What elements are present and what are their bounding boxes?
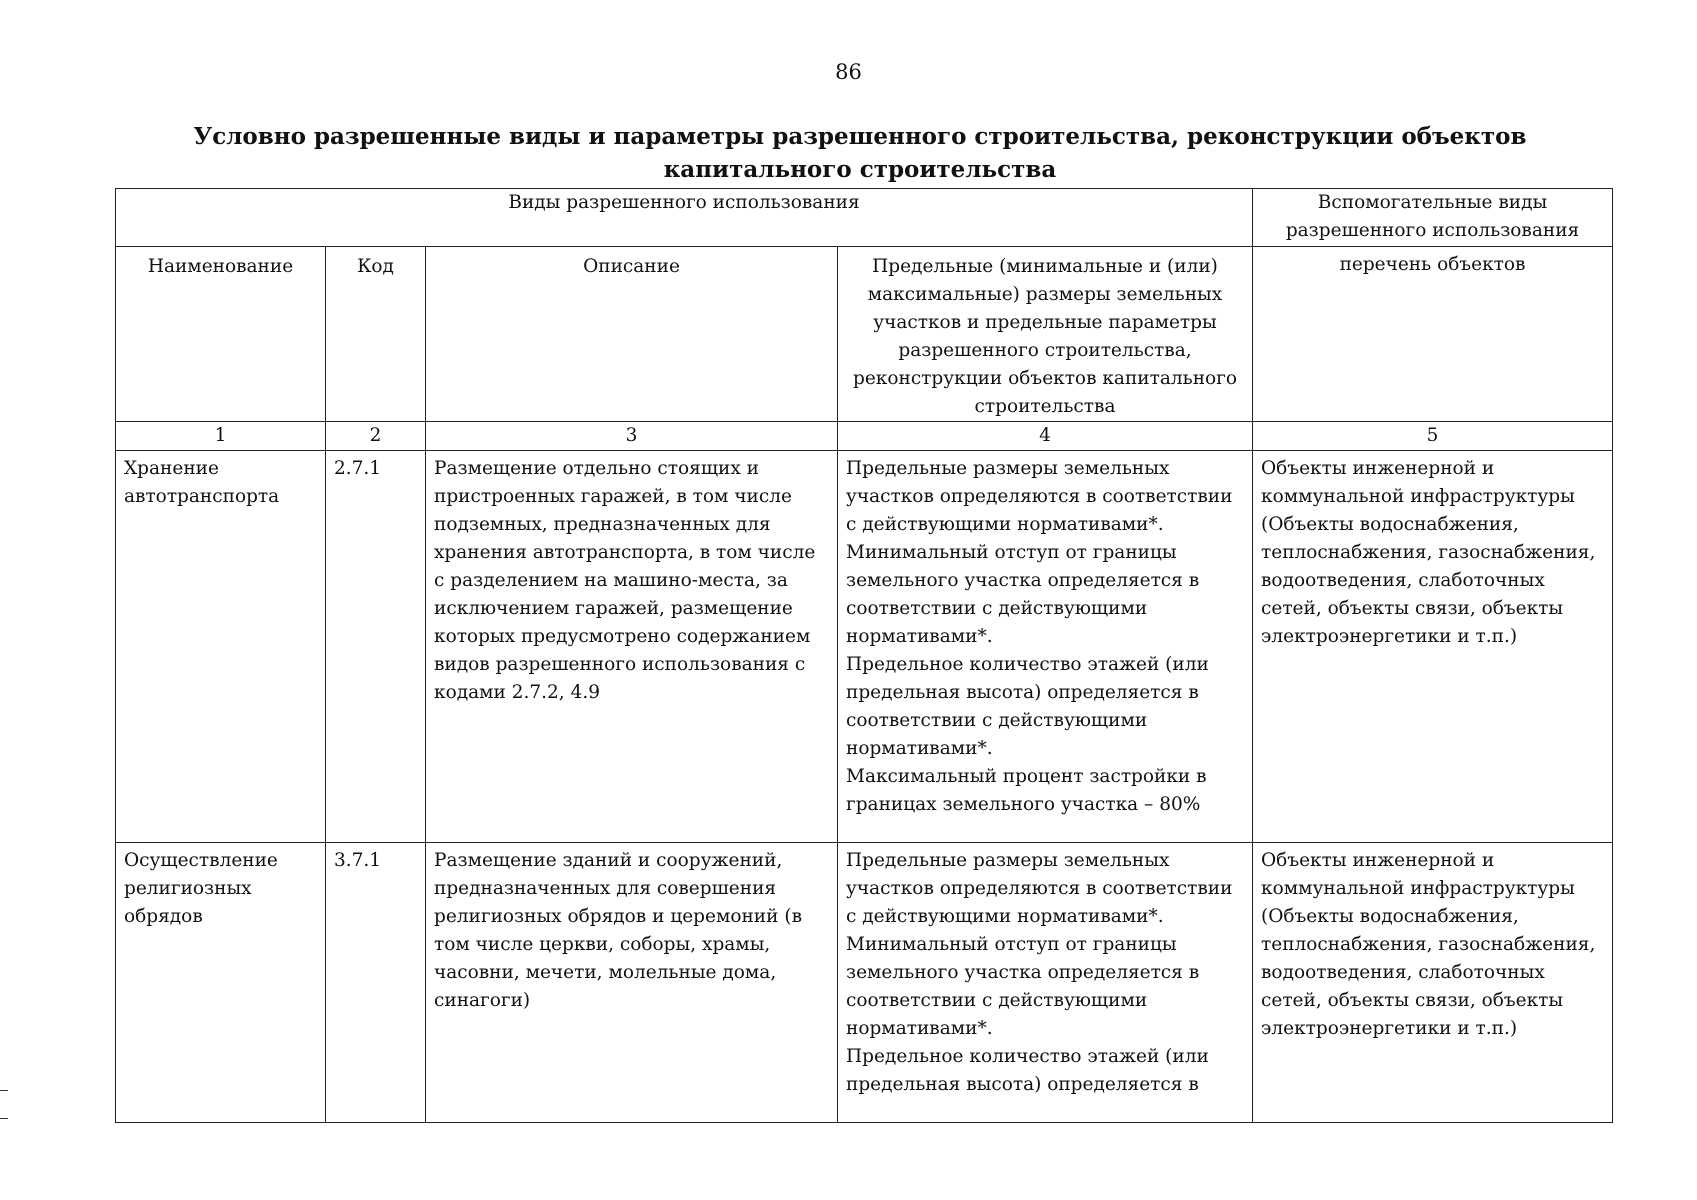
row-params (838, 843, 1253, 1123)
row-description: Размещение отдельно стоящих и пристроенных гаражей, в том числе подземных, предназначенных для хранения автотранспорта, в том числе с разделением на машино-места, за исключением гаражей, размещение которых предусмотрено содержанием видов разрешенного использования с кодами 2.7.2, 4.9 (426, 451, 838, 843)
margin-tick (0, 1090, 8, 1091)
param-line: Предельные размеры земельных участков определяются в соответствии с действующими нормативами*. (846, 850, 1233, 927)
header-description: Описание (426, 247, 838, 422)
row-code: 3.7.1 (326, 843, 426, 1123)
col-number: 2 (326, 422, 426, 451)
row-params (838, 451, 1253, 843)
header-name: Наименование (116, 247, 326, 422)
row-aux: Объекты инженерной и коммунальной инфраструктуры (Объекты водоснабжения, теплоснабжения, газоснабжения, водоотведения, слаботочных сетей, объекты связи, объекты электроэнергетики и т.п.) (1253, 843, 1613, 1123)
row-code: 2.7.1 (326, 451, 426, 843)
row-name: Хранение автотранспорта (116, 451, 326, 843)
row-aux: Объекты инженерной и коммунальной инфраструктуры (Объекты водоснабжения, теплоснабжения, газоснабжения, водоотведения, слаботочных сетей, объекты связи, объекты электроэнергетики и т.п.) (1253, 451, 1613, 843)
table-row (116, 451, 1613, 843)
page-number: 86 (835, 60, 862, 84)
group-header-aux: Вспомогательные виды разрешенного использования (1253, 189, 1613, 247)
param-line: Предельные размеры земельных участков определяются в соответствии с действующими нормативами*. (846, 458, 1233, 535)
zoning-table (115, 188, 1613, 1123)
param-line: Максимальный процент застройки в границах земельного участка – 80% (846, 766, 1207, 815)
column-header-row (116, 247, 1613, 422)
table-row (116, 843, 1613, 1123)
margin-tick (0, 1118, 8, 1119)
header-aux-list: перечень объектов (1253, 247, 1613, 422)
param-line: Предельное количество этажей (или предельная высота) определяется в соответствии с действующими нормативами*. (846, 654, 1209, 759)
param-line: Минимальный отступ от границы земельного участка определяется в соответствии с действующими нормативами*. (846, 542, 1200, 647)
header-params: Предельные (минимальные и (или) максимальные) размеры земельных участков и предельные параметры разрешенного строительства, реконструкции объектов капитального строительства (838, 247, 1253, 422)
row-name: Осуществление религиозных обрядов (116, 843, 326, 1123)
group-header-row (116, 189, 1613, 247)
row-description: Размещение зданий и сооружений, предназначенных для совершения религиозных обрядов и церемоний (в том числе церкви, соборы, храмы, часовни, мечети, молельные дома, синагоги) (426, 843, 838, 1123)
group-header-main: Виды разрешенного использования (116, 189, 1253, 247)
page-title: Условно разрешенные виды и параметры разрешенного строительства, реконструкции объектов капитального строительства (193, 123, 1527, 183)
col-number: 5 (1253, 422, 1613, 451)
header-code: Код (326, 247, 426, 422)
col-number: 3 (426, 422, 838, 451)
column-number-row (116, 422, 1613, 451)
param-line: Предельное количество этажей (или предельная высота) определяется в (846, 1046, 1209, 1095)
col-number: 4 (838, 422, 1253, 451)
col-number: 1 (116, 422, 326, 451)
param-line: Минимальный отступ от границы земельного участка определяется в соответствии с действующими нормативами*. (846, 934, 1200, 1039)
